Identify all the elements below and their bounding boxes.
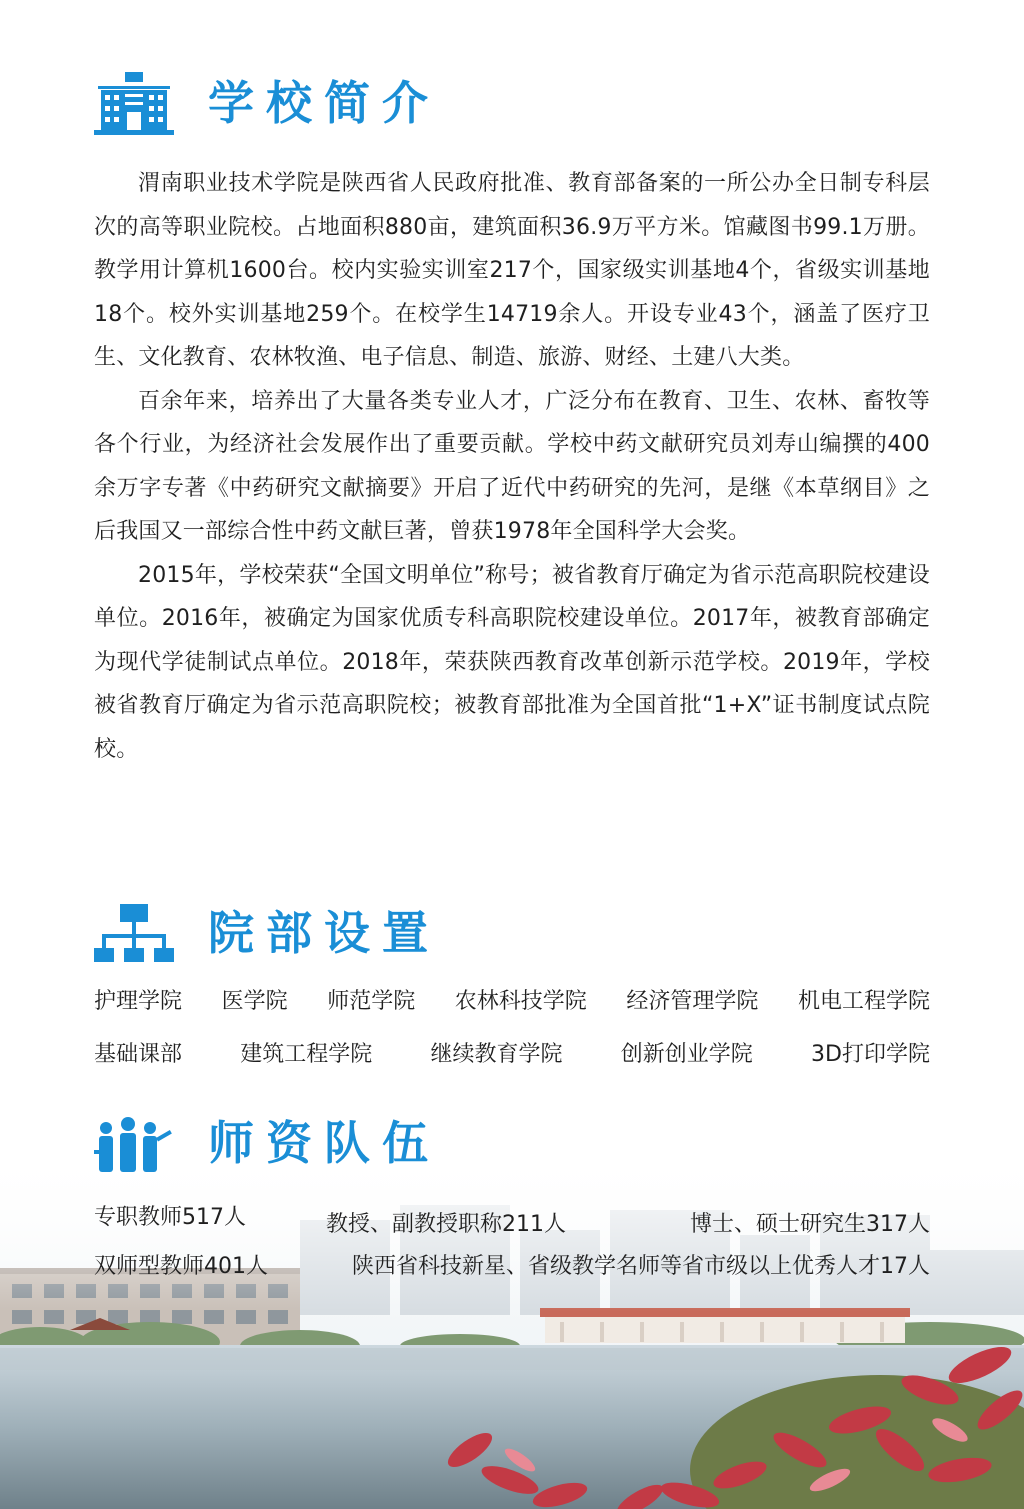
- intro-paragraph-1: 渭南职业技术学院是陕西省人民政府批准、教育部备案的一所公办全日制专科层次的高等职业院校。占地面积880亩，建筑面积36.9万平方米。馆藏图书99.1万册。教学用计算机1600台。校内实验实训室217个，国家级实训基地4个，省级实训基地18个。校外实训基地259个。在校学生14719余人。开设专业43个，涵盖了医疗卫生、文化教育、农林牧渔、电子信息、制造、旅游、财经、土建八大类。: [94, 171, 930, 370]
- building-icon: [94, 70, 174, 136]
- department-item: 创新创业学院: [620, 1042, 753, 1067]
- department-item: 医学院: [221, 989, 288, 1014]
- intro-paragraph-2: 百余年来，培养出了大量各类专业人才，广泛分布在教育、卫生、农林、畜牧等各个行业，为经济社会发展作出了重要贡献。学校中药文献研究员刘寿山编撰的400余万字专著《中药研究文献摘要》开启了近代中药研究的先河，是继《本草纲目》之后我国又一部综合性中药文献巨著，曾获1978年全国科学大会奖。: [94, 388, 930, 544]
- department-row-1: [94, 987, 930, 1017]
- faculty-stat: 教授、副教授职称211人: [326, 1212, 566, 1237]
- faculty-stat: 双师型教师401人: [94, 1254, 268, 1279]
- department-item: 经济管理学院: [626, 989, 759, 1014]
- department-item: 机电工程学院: [797, 989, 930, 1014]
- department-item: 护理学院: [94, 989, 183, 1014]
- departments-title: 院部设置: [208, 906, 440, 960]
- teachers-icon: [94, 1110, 174, 1176]
- intro-paragraph-3: 2015年，学校荣获“全国文明单位”称号；被省教育厅确定为省示范高职院校建设单位。2016年，被确定为国家优质专科高职院校建设单位。2017年，被教育部确定为现代学徒制试点单位。2018年，荣获陕西教育改革创新示范学校。2019年，学校被省教育厅确定为省示范高职院校；被教育部批准为全国首批“1+X”证书制度试点院校。: [94, 562, 930, 762]
- department-item: 基础课部: [94, 1042, 183, 1067]
- intro-text: [94, 162, 930, 771]
- department-item: 建筑工程学院: [240, 1042, 373, 1067]
- intro-heading: [94, 68, 440, 138]
- intro-title: 学校简介: [208, 76, 440, 130]
- faculty-stat: 博士、硕士研究生317人: [690, 1212, 930, 1237]
- department-item: 继续教育学院: [430, 1042, 563, 1067]
- org-chart-icon: [94, 900, 174, 966]
- faculty-stat: 陕西省科技新星、省级教学名师等省市级以上优秀人才17人: [352, 1254, 930, 1279]
- department-item: 师范学院: [327, 989, 416, 1014]
- faculty-stat: 专职教师517人: [94, 1205, 246, 1230]
- faculty-heading: [94, 1108, 440, 1178]
- departments-heading: [94, 898, 440, 968]
- department-item: 农林科技学院: [454, 989, 587, 1014]
- faculty-title: 师资队伍: [208, 1116, 440, 1170]
- department-item: 3D打印学院: [811, 1042, 930, 1067]
- department-row-2: [94, 1040, 930, 1070]
